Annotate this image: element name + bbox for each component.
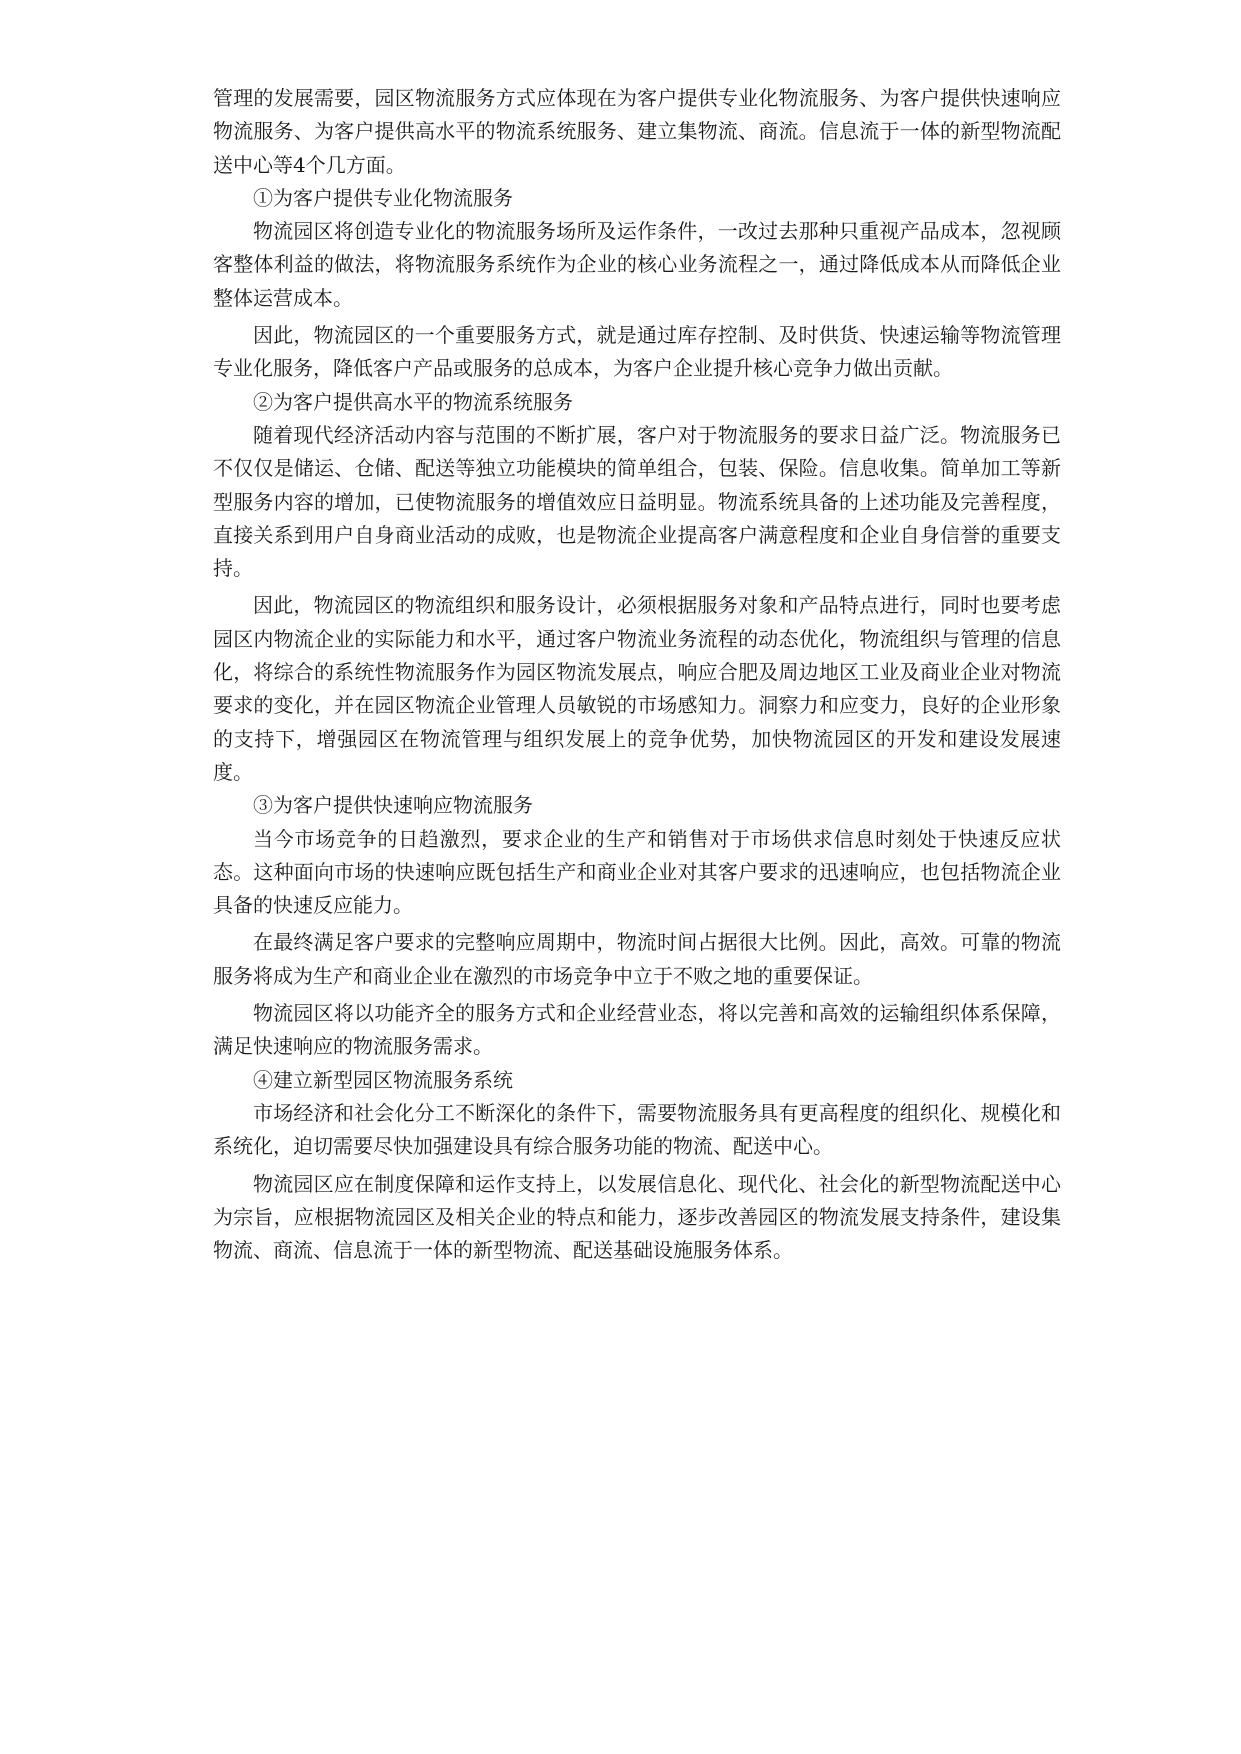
section-heading-4: ④建立新型园区物流服务系统: [253, 1067, 513, 1092]
paragraph: 随着现代经济活动内容与范围的不断扩展，客户对于物流服务的要求日益广泛。物流服务已不仅仅是储运、仓储、配送等独立功能模块的简单组合，包装、保险。信息收集。简单加工等新型服务内容的增加，已使物流服务的增值效应日益明显。物流系统具备的上述功能及完善程度，直接关系到用户自身商业活动的成败，也是物流企业提高客户满意程度和企业自身信誉的重要支持。: [213, 422, 1061, 581]
section-heading-2: ②为客户提供高水平的物流系统服务: [253, 389, 573, 414]
paragraph: 因此，物流园区的物流组织和服务设计，必须根据服务对象和产品特点进行，同时也要考虑园区内物流企业的实际能力和水平，通过客户物流业务流程的动态优化，物流组织与管理的信息化，将综合的系统性物流服务作为园区物流发展点，响应合肥及周边地区工业及商业企业对物流要求的变化，并在园区物流企业管理人员敏锐的市场感知力。洞察力和应变力，良好的企业形象的支持下，增强园区在物流管理与组织发展上的竞争优势，加快物流园区的开发和建设发展速度。: [213, 593, 1061, 784]
paragraph: 物流园区将创造专业化的物流服务场所及运作条件，一改过去那种只重视产品成本，忽视顾客整体利益的做法，将物流服务系统作为企业的核心业务流程之一，通过降低成本从而降低企业整体运营成本。: [213, 219, 1061, 310]
section-heading-1: ①为客户提供专业化物流服务: [253, 185, 513, 210]
document-body: [213, 82, 1061, 1267]
section-heading-3: ③为客户提供快速响应物流服务: [253, 793, 533, 818]
paragraph: 物流园区将以功能齐全的服务方式和企业经营业态，将以完善和高效的运输组织体系保障，满足快速响应的物流服务需求。: [213, 1001, 1061, 1059]
paragraph: 当今市场竞争的日趋激烈，要求企业的生产和销售对于市场供求信息时刻处于快速反应状态。这种面向市场的快速响应既包括生产和商业企业对其客户要求的迅速响应，也包括物流企业具备的快速反应能力。: [213, 826, 1061, 918]
paragraph-intro-continued: 管理的发展需要，园区物流服务方式应体现在为客户提供专业化物流服务、为客户提供快速响应物流服务、为客户提供高水平的物流系统服务、建立集物流、商流。信息流于一体的新型物流配送中心等4个几方面。: [213, 86, 1061, 177]
paragraph: 市场经济和社会化分工不断深化的条件下，需要物流服务具有更高程度的组织化、规模化和系统化，迫切需要尽快加强建设具有综合服务功能的物流、配送中心。: [213, 1100, 1061, 1159]
paragraph: 因此，物流园区的一个重要服务方式，就是通过库存控制、及时供货、快速运输等物流管理专业化服务，降低客户产品或服务的总成本，为客户企业提升核心竞争力做出贡献。: [213, 323, 1061, 381]
paragraph: 物流园区应在制度保障和运作支持上，以发展信息化、现代化、社会化的新型物流配送中心为宗旨，应根据物流园区及相关企业的特点和能力，逐步改善园区的物流发展支持条件，建设集物流、商流、信息流于一体的新型物流、配送基础设施服务体系。: [213, 1171, 1061, 1263]
paragraph: 在最终满足客户要求的完整响应周期中，物流时间占据很大比例。因此，高效。可靠的物流服务将成为生产和商业企业在激烈的市场竞争中立于不败之地的重要保证。: [213, 930, 1061, 988]
